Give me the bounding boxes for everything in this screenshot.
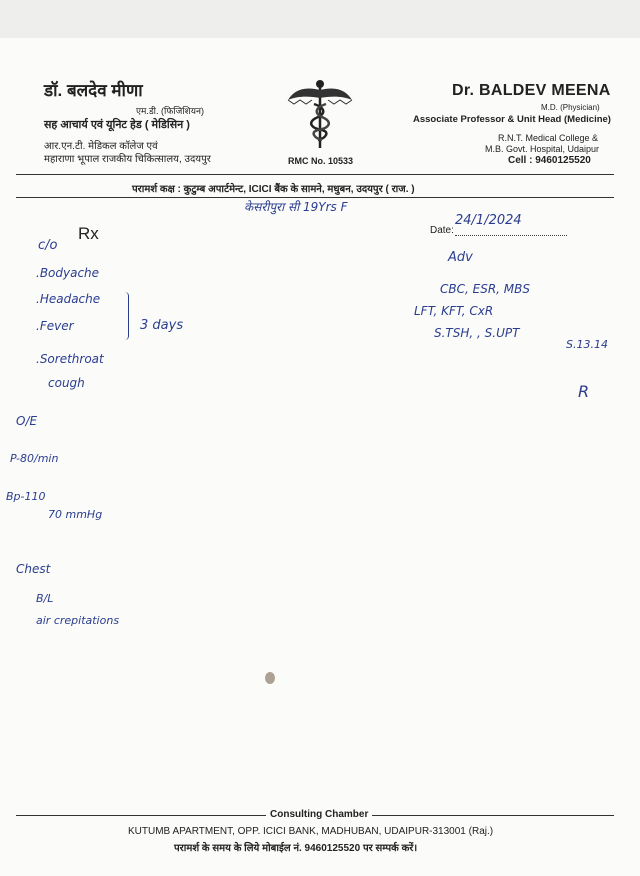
header-rule-top	[16, 174, 614, 175]
doctor-degree: M.D. (Physician)	[541, 103, 600, 112]
scan-top-margin	[0, 0, 640, 38]
college-line2-hindi: महाराणा भूपाल राजकीय चिकित्सालय, उदयपुर	[44, 154, 211, 165]
date-value: 24/1/2024	[455, 213, 522, 228]
patient-name: केसरीपुरा सी 19Yrs F	[244, 200, 348, 214]
examination-heading: O/E	[16, 414, 38, 428]
college-line1: R.N.T. Medical College &	[498, 133, 599, 143]
doctor-name-hindi: डॉ. बलदेव मीणा	[44, 81, 143, 100]
date-line	[455, 235, 567, 236]
chest-heading: Chest	[16, 562, 51, 576]
cell-number: Cell : 9460125520	[508, 155, 591, 166]
college-line1-hindi: आर.एन.टी. मेडिकल कॉलेज एवं	[44, 141, 158, 152]
rx-symbol: Rx	[78, 224, 99, 243]
chest-finding: B/L	[36, 592, 54, 605]
doctor-name: Dr. BALDEV MEENA	[452, 82, 611, 99]
pulse-reading: P-80/min	[10, 452, 59, 465]
footer-address: KUTUMB APARTMENT, OPP. ICICI BANK, MADHUBAN, UDAIPUR-313001 (Raj.)	[128, 826, 494, 837]
doctor-degree-hindi: एम.डी. (फिजिशियन)	[136, 106, 204, 116]
complaints-heading: c/o	[38, 238, 58, 253]
ink-smudge	[265, 672, 275, 684]
doctor-designation-hindi: सह आचार्य एवं यूनिट हेड ( मेडिसिन )	[44, 119, 190, 131]
footer-title: Consulting Chamber	[266, 809, 372, 820]
bp-reading-lower: 70 mmHg	[48, 508, 103, 521]
complaint-item: .Bodyache	[36, 266, 100, 280]
rmc-number: RMC No. 10533	[288, 156, 354, 166]
duration-brace	[120, 292, 129, 340]
complaint-item: .Headache	[36, 292, 101, 306]
tests-date: S.13.14	[566, 338, 608, 351]
doctor-signature: R	[578, 382, 590, 401]
advice-heading: Adv	[448, 250, 473, 265]
footer-contact: परामर्श के समय के लिये मोबाईल नं. 9460125520 पर सम्पर्क करें।	[174, 843, 418, 854]
complaint-item-continued: cough	[48, 376, 85, 390]
complaint-duration: 3 days	[140, 318, 184, 333]
doctor-designation: Associate Professor & Unit Head (Medicine)	[413, 114, 611, 125]
tests-line1: CBC, ESR, MBS	[440, 282, 530, 296]
chest-finding-detail: air crepitations	[36, 614, 120, 627]
college-line2: M.B. Govt. Hospital, Udaipur	[485, 144, 600, 154]
bp-reading: Bp-110	[6, 490, 46, 503]
tests-line2: LFT, KFT, CxR	[414, 304, 494, 318]
caduceus-icon	[286, 78, 354, 150]
complaint-item: .Sorethroat	[36, 352, 104, 366]
complaint-item: .Fever	[36, 319, 74, 333]
tests-line3: S.TSH, , S.UPT	[434, 326, 520, 340]
date-label: Date:	[430, 225, 454, 236]
consulting-address-line: परामर्श कक्ष : कुटुम्ब अपार्टमेन्ट, ICICI बैंक के सामने, मधुबन, उदयपुर ( राज. )	[132, 184, 415, 195]
